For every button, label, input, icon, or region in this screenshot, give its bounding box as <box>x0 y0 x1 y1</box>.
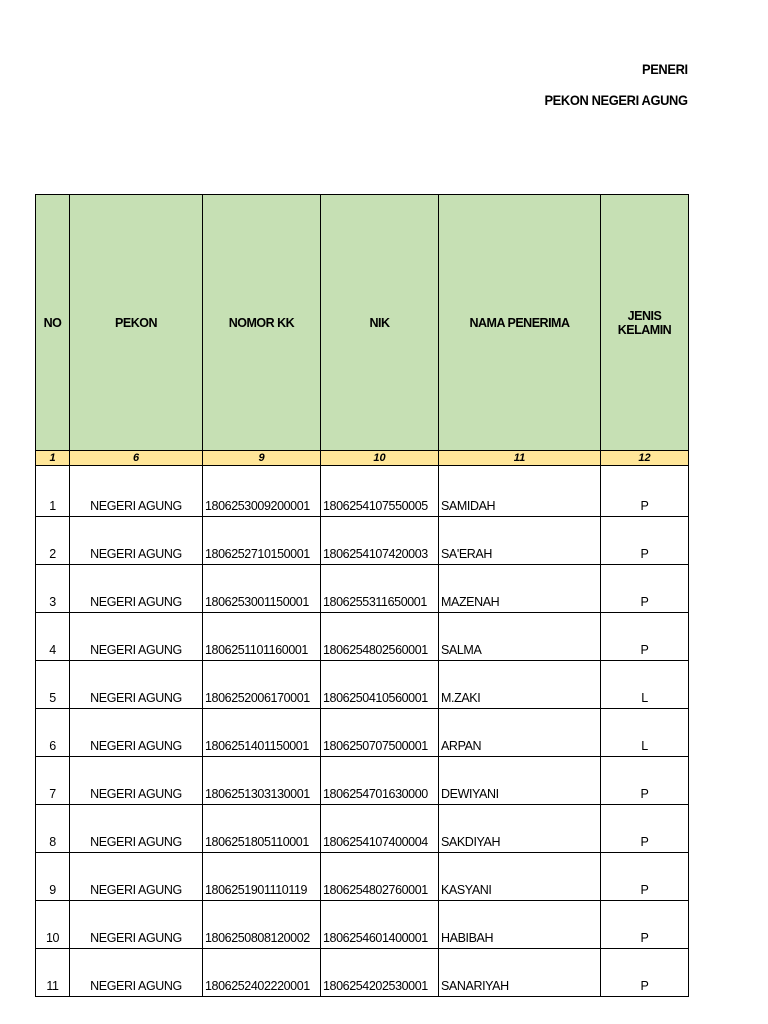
cell-nomor-kk: 1806252006170001 <box>203 661 321 709</box>
cell-nama-penerima: KASYANI <box>439 853 601 901</box>
table-row <box>36 466 689 517</box>
column-number: 11 <box>439 451 601 466</box>
cell-nomor-kk: 1806251101160001 <box>203 613 321 661</box>
cell-no: 5 <box>36 661 70 709</box>
column-header-nama-penerima: NAMA PENERIMA <box>439 195 601 451</box>
cell-pekon: NEGERI AGUNG <box>70 517 203 565</box>
column-header-nomor-kk: NOMOR KK <box>203 195 321 451</box>
table-row <box>36 949 689 997</box>
cell-nomor-kk: 1806251401150001 <box>203 709 321 757</box>
cell-nik: 1806254107420003 <box>321 517 439 565</box>
table-row <box>36 613 689 661</box>
cell-nama-penerima: SALMA <box>439 613 601 661</box>
cell-nomor-kk: 1806250808120002 <box>203 901 321 949</box>
cell-jenis-kelamin: P <box>601 517 689 565</box>
cell-pekon: NEGERI AGUNG <box>70 613 203 661</box>
column-number: 12 <box>601 451 689 466</box>
cell-nik: 1806254802760001 <box>321 853 439 901</box>
table-row <box>36 661 689 709</box>
cell-no: 3 <box>36 565 70 613</box>
cell-jenis-kelamin: P <box>601 805 689 853</box>
cell-nik: 1806250410560001 <box>321 661 439 709</box>
cell-pekon: NEGERI AGUNG <box>70 466 203 517</box>
cell-jenis-kelamin: L <box>601 661 689 709</box>
table-header-row <box>36 195 689 451</box>
cell-nomor-kk: 1806251303130001 <box>203 757 321 805</box>
table-row <box>36 853 689 901</box>
table-row <box>36 901 689 949</box>
cell-nomor-kk: 1806251901110119 <box>203 853 321 901</box>
cell-jenis-kelamin: P <box>601 949 689 997</box>
cell-nik: 1806250707500001 <box>321 709 439 757</box>
cell-nama-penerima: M.ZAKI <box>439 661 601 709</box>
column-header-jenis-kelamin: JENIS KELAMIN <box>601 195 689 451</box>
cell-nik: 1806254107550005 <box>321 466 439 517</box>
cell-jenis-kelamin: L <box>601 709 689 757</box>
cell-nama-penerima: SAMIDAH <box>439 466 601 517</box>
cell-no: 9 <box>36 853 70 901</box>
table-row <box>36 709 689 757</box>
column-header-no: NO <box>36 195 70 451</box>
column-number: 10 <box>321 451 439 466</box>
cell-nik: 1806254202530001 <box>321 949 439 997</box>
cell-nama-penerima: SAKDIYAH <box>439 805 601 853</box>
cell-nomor-kk: 1806253009200001 <box>203 466 321 517</box>
cell-no: 6 <box>36 709 70 757</box>
cell-no: 1 <box>36 466 70 517</box>
document-title: PENERI <box>642 61 688 77</box>
cell-pekon: NEGERI AGUNG <box>70 709 203 757</box>
table-row <box>36 565 689 613</box>
recipient-table <box>35 194 689 997</box>
cell-nama-penerima: MAZENAH <box>439 565 601 613</box>
cell-jenis-kelamin: P <box>601 901 689 949</box>
table-row <box>36 517 689 565</box>
cell-nomor-kk: 1806252402220001 <box>203 949 321 997</box>
cell-nama-penerima: SANARIYAH <box>439 949 601 997</box>
column-header-pekon: PEKON <box>70 195 203 451</box>
cell-jenis-kelamin: P <box>601 757 689 805</box>
column-number: 6 <box>70 451 203 466</box>
cell-nama-penerima: SA'ERAH <box>439 517 601 565</box>
cell-no: 7 <box>36 757 70 805</box>
cell-pekon: NEGERI AGUNG <box>70 757 203 805</box>
cell-nik: 1806255311650001 <box>321 565 439 613</box>
cell-pekon: NEGERI AGUNG <box>70 805 203 853</box>
cell-nik: 1806254802560001 <box>321 613 439 661</box>
cell-pekon: NEGERI AGUNG <box>70 565 203 613</box>
cell-jenis-kelamin: P <box>601 613 689 661</box>
cell-pekon: NEGERI AGUNG <box>70 661 203 709</box>
cell-nik: 1806254601400001 <box>321 901 439 949</box>
cell-no: 8 <box>36 805 70 853</box>
cell-nomor-kk: 1806251805110001 <box>203 805 321 853</box>
cell-nama-penerima: DEWIYANI <box>439 757 601 805</box>
cell-jenis-kelamin: P <box>601 565 689 613</box>
cell-no: 2 <box>36 517 70 565</box>
document-subtitle: PEKON NEGERI AGUNG <box>544 92 688 108</box>
cell-pekon: NEGERI AGUNG <box>70 901 203 949</box>
cell-jenis-kelamin: P <box>601 853 689 901</box>
column-number-row <box>36 451 689 466</box>
column-header-nik: NIK <box>321 195 439 451</box>
cell-no: 4 <box>36 613 70 661</box>
column-number: 9 <box>203 451 321 466</box>
cell-nomor-kk: 1806252710150001 <box>203 517 321 565</box>
cell-no: 10 <box>36 901 70 949</box>
cell-jenis-kelamin: P <box>601 466 689 517</box>
cell-nama-penerima: HABIBAH <box>439 901 601 949</box>
cell-pekon: NEGERI AGUNG <box>70 853 203 901</box>
document-title-area <box>0 55 688 115</box>
table-row <box>36 805 689 853</box>
cell-no: 11 <box>36 949 70 997</box>
cell-nama-penerima: ARPAN <box>439 709 601 757</box>
cell-nomor-kk: 1806253001150001 <box>203 565 321 613</box>
cell-nik: 1806254107400004 <box>321 805 439 853</box>
table-body <box>36 466 689 997</box>
cell-pekon: NEGERI AGUNG <box>70 949 203 997</box>
cell-nik: 1806254701630000 <box>321 757 439 805</box>
column-number: 1 <box>36 451 70 466</box>
table-row <box>36 757 689 805</box>
